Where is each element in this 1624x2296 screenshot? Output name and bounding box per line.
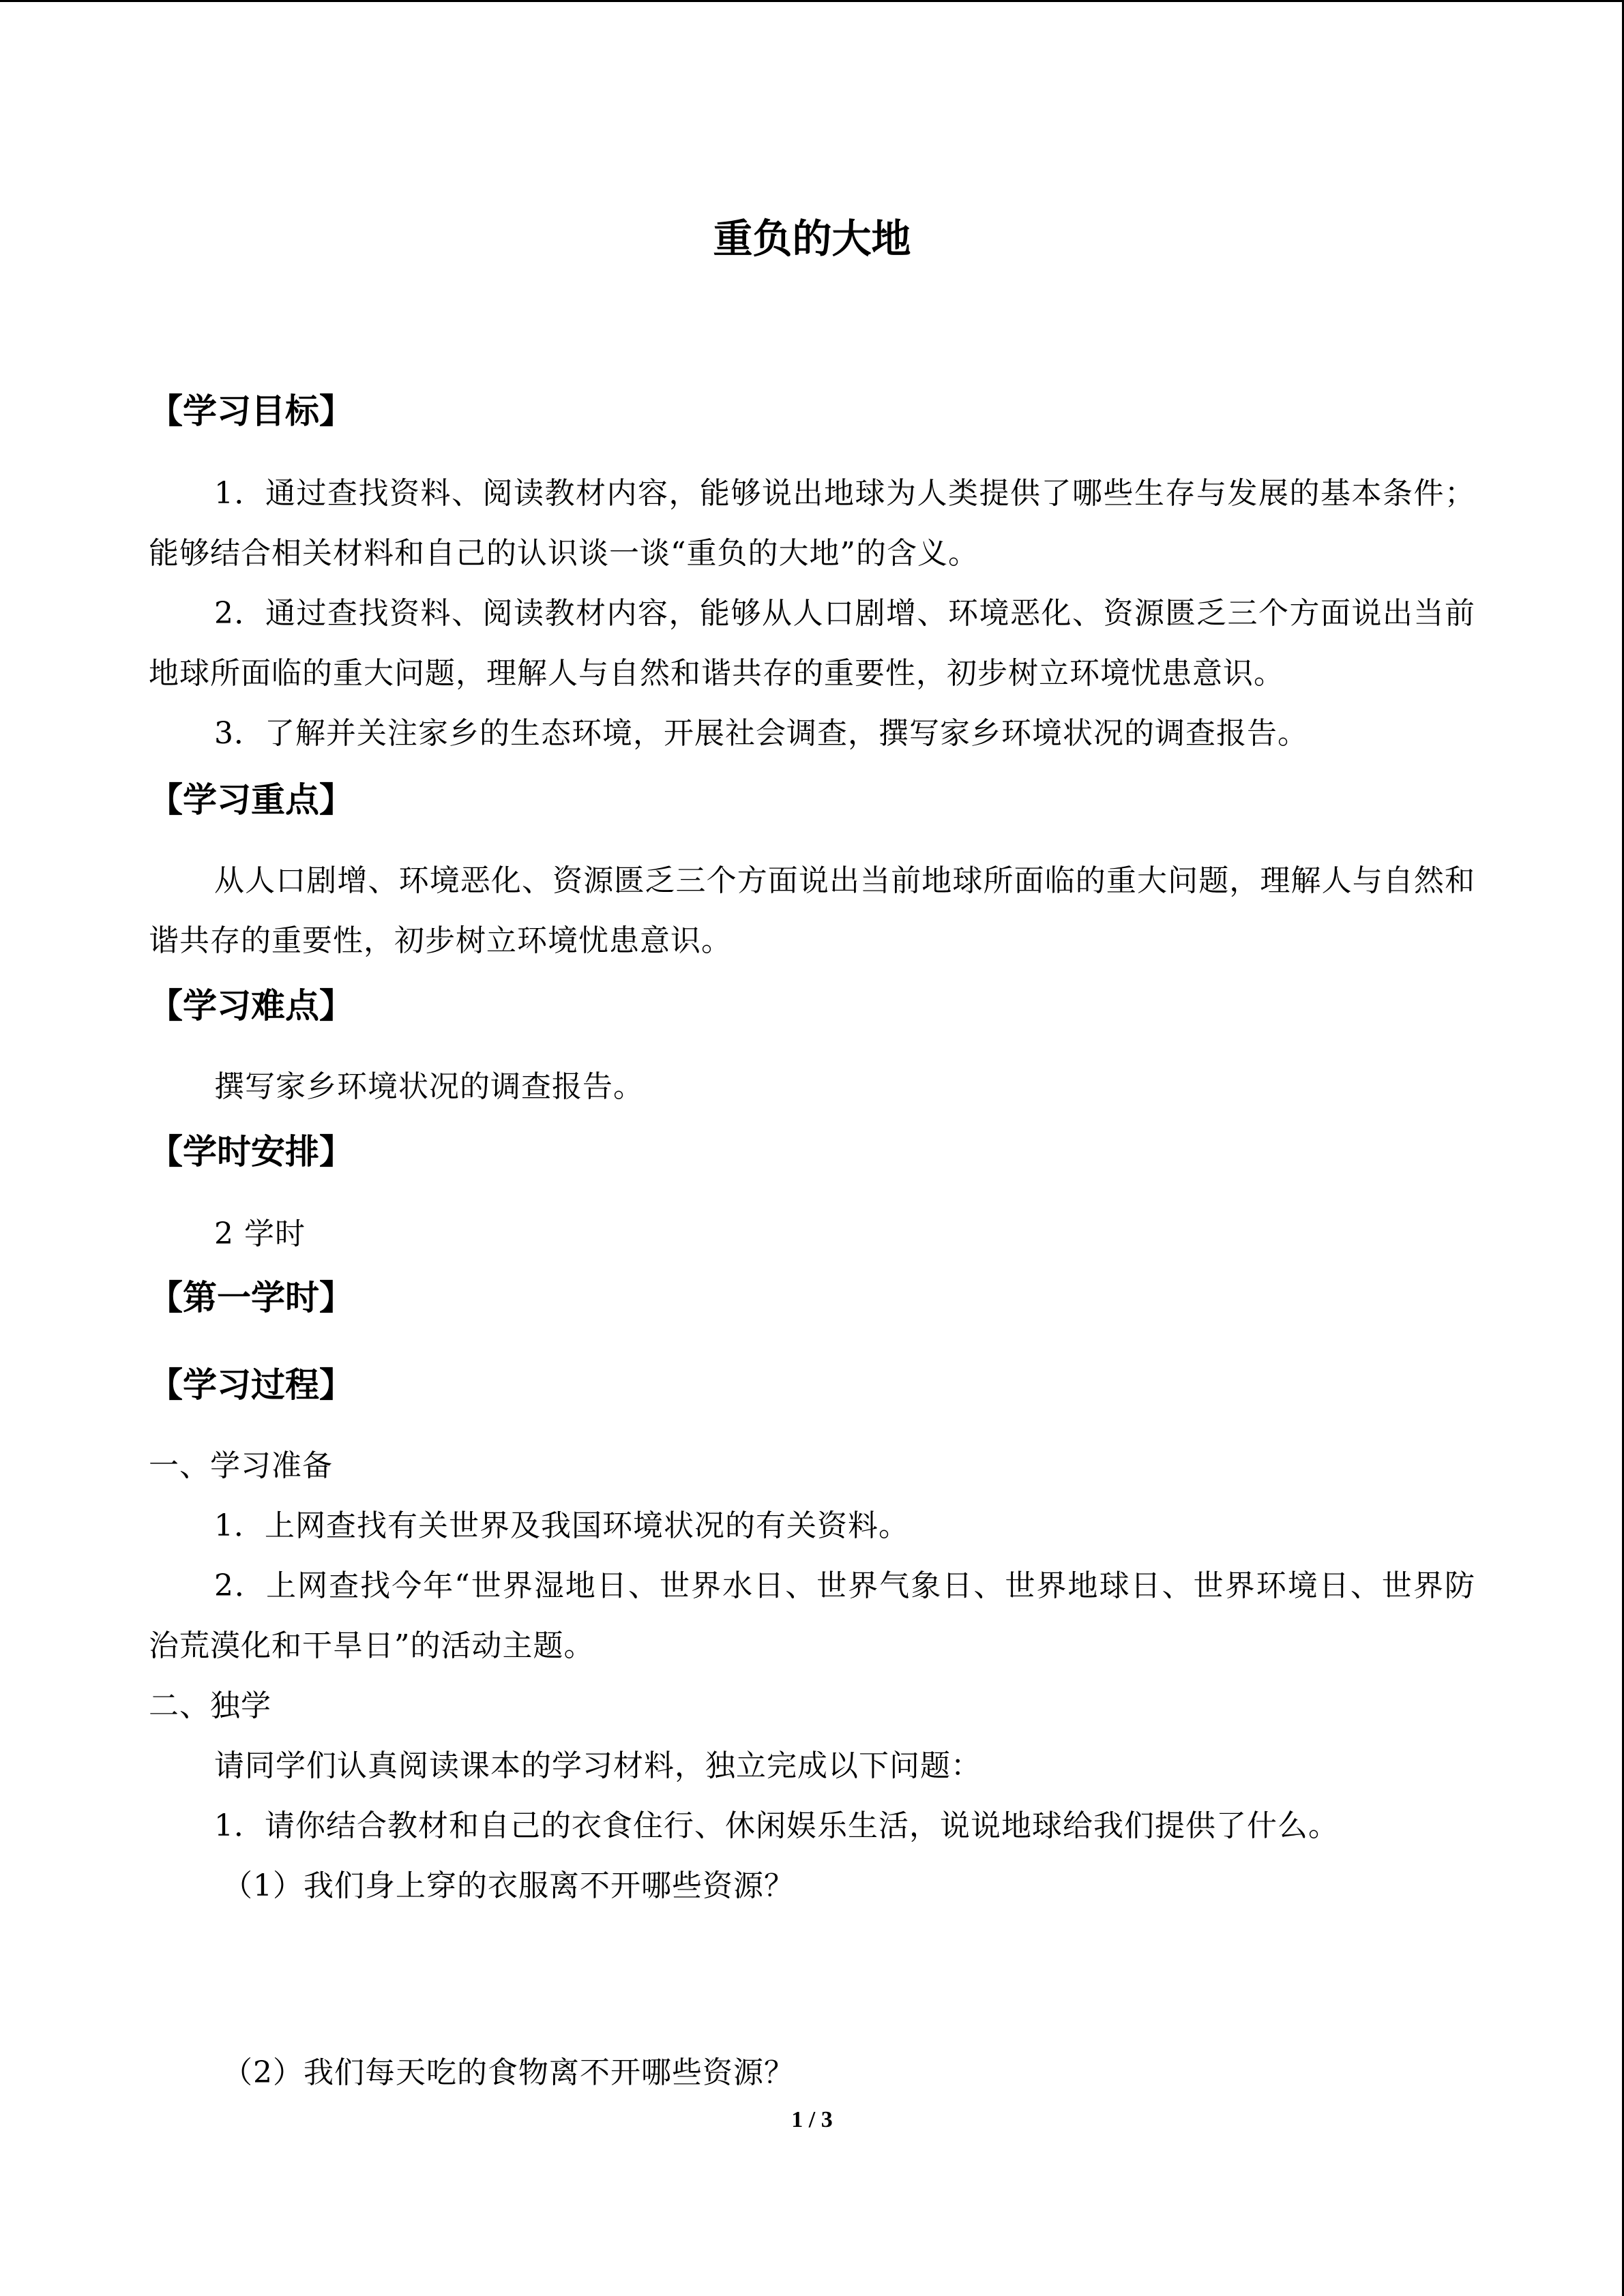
preparation-item-1: 1．上网查找有关世界及我国环境状况的有关资料。 [214,1508,909,1543]
heading-difficulties: 【学习难点】 [149,986,353,1026]
sub-question-clothing: （1）我们身上穿的衣服离不开哪些资源？ [222,1868,795,1903]
sub-question-food: （2）我们每天吃的食物离不开哪些资源？ [222,2055,795,2090]
goal-item-3: 3．了解并关注家乡的生态环境，开展社会调查，撰写家乡环境状况的调查报告。 [214,716,1308,751]
page-number: 1 / 3 [791,2107,833,2132]
preparation-item-2: 2．上网查找今年“世界湿地日、世界水日、世界气象日、世界地球日、世界环境日、世界防治荒漠化和干旱日”的活动主题。 [149,1568,1475,1663]
heading-learning-goals: 【学习目标】 [149,391,353,431]
goal-item-1: 1．通过查找资料、阅读教材内容，能够说出地球为人类提供了哪些生存与发展的基本条件；能够结合相关材料和自己的认识谈一谈“重负的大地”的含义。 [149,476,1475,571]
document-title: 重负的大地 [713,215,911,262]
difficulties-text: 撰写家乡环境状况的调查报告。 [214,1069,644,1104]
heading-schedule: 【学时安排】 [149,1132,353,1172]
heading-first-period: 【第一学时】 [149,1278,353,1317]
heading-key-points: 【学习重点】 [149,780,353,820]
key-points-text: 从人口剧增、环境恶化、资源匮乏三个方面说出当前地球所面临的重大问题，理解人与自然和谐共存的重要性，初步树立环境忧患意识。 [149,863,1475,958]
section-label-self-study: 二、独学 [149,1688,271,1723]
self-study-question-1: 1．请你结合教材和自己的衣食住行、休闲娱乐生活，说说地球给我们提供了什么。 [214,1808,1339,1843]
goal-item-2: 2．通过查找资料、阅读教材内容，能够从人口剧增、环境恶化、资源匮乏三个方面说出当前地球所面临的重大问题，理解人与自然和谐共存的重要性，初步树立环境忧患意识。 [149,596,1475,691]
heading-learning-process: 【学习过程】 [149,1365,353,1405]
self-study-intro: 请同学们认真阅读课本的学习材料，独立完成以下问题： [214,1748,981,1783]
schedule-text: 2 学时 [214,1217,306,1251]
section-label-preparation: 一、学习准备 [149,1448,333,1483]
